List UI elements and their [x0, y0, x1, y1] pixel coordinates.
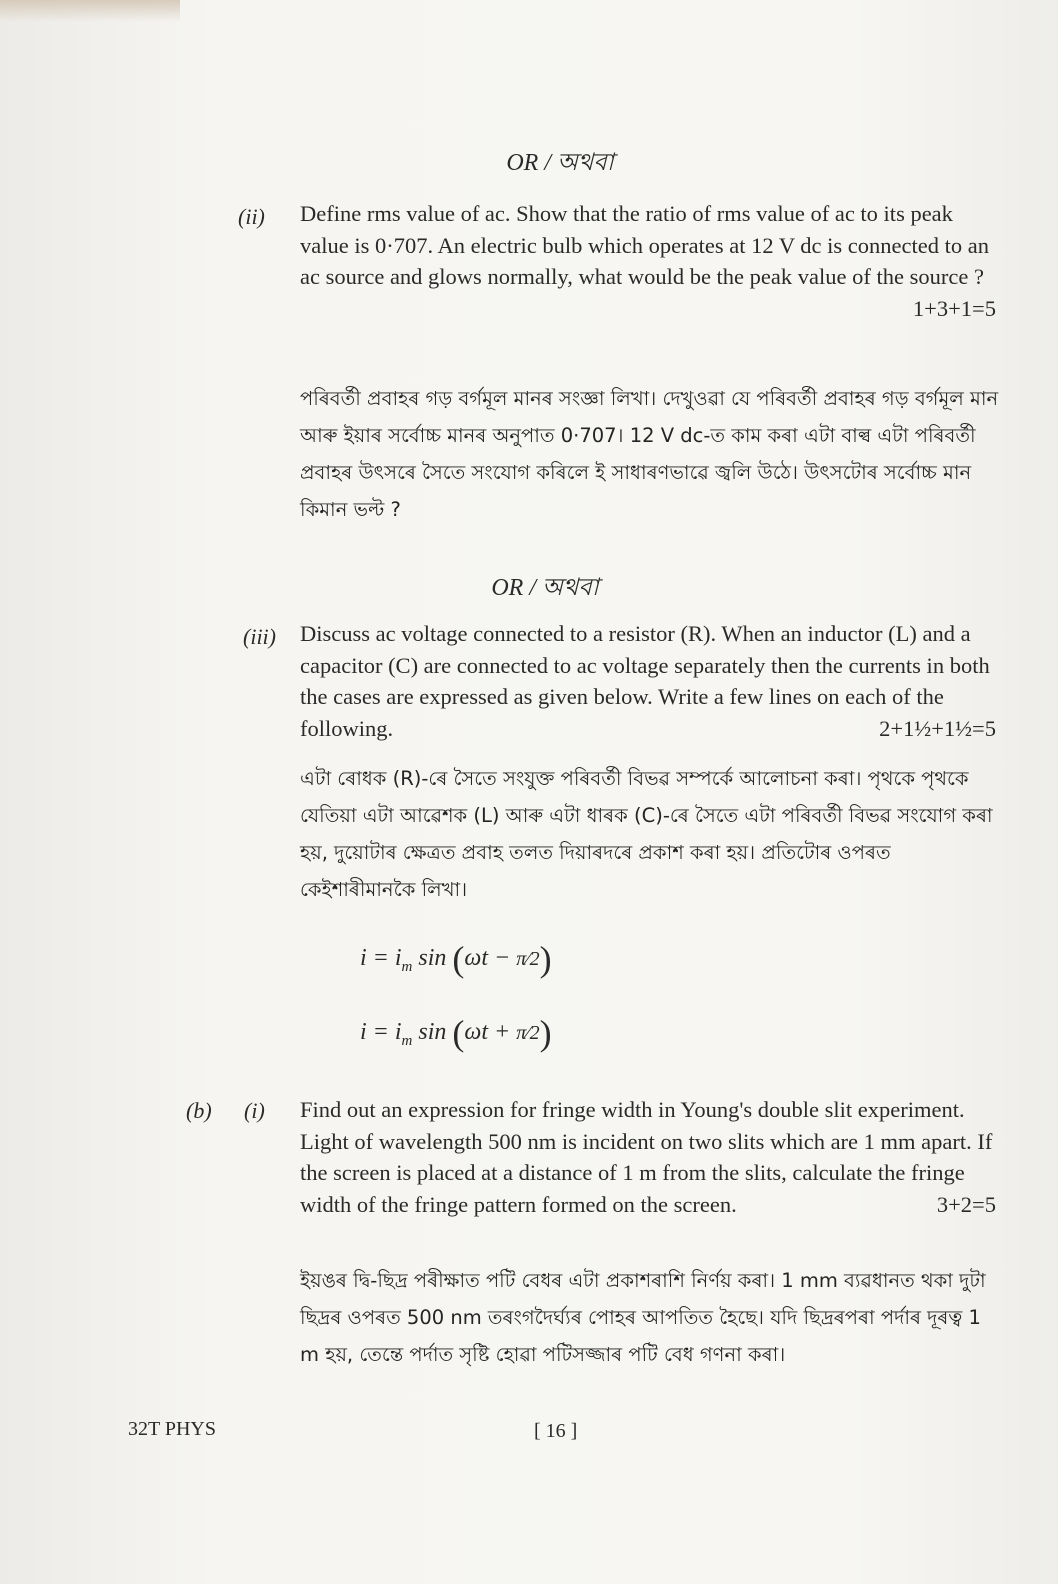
equation-fraction: π⁄2 [516, 948, 540, 970]
question-english-text [300, 198, 996, 324]
equation-capacitor: $i = i_m$ sin (ωt + π⁄2) [360, 1013, 552, 1053]
marks-label: 1+3+1=5 [912, 295, 996, 321]
equation-function: sin [412, 1019, 453, 1045]
page-corner-shadow [0, 0, 180, 22]
equation-subscript: m [401, 1032, 413, 1049]
question-body: Discuss ac voltage connected to a resistor (R). When an inductor (L) and a capacitor (C) are connected to ac voltage separately then the currents in both the cases are expressed as given below. Write a few lines on each of the following. [300, 621, 990, 741]
question-assamese-text: এটা ৰোধক (R)-ৰে সৈতে সংযুক্ত পৰিবৰ্তী বিভৱ সম্পৰ্কে আলোচনা কৰা। পৃথকে পৃথকে যেতিয়া এটা আৱেশক (L) আৰু এটা ধাৰক (C)-ৰে সৈতে এটা পৰিবৰ্তী বিভৱ সংযোগ কৰা হয়, দুয়োটাৰ ক্ষেত্ৰত প্ৰবাহ তলত দিয়াৰদৰে প্ৰকাশ কৰা হয়। প্ৰতিটোৰ ওপৰত কেইশাৰীমানকৈ লিখা। [300, 767, 993, 901]
equation-argument: ωt + [464, 1019, 517, 1045]
or-heading: OR / অথবা [491, 575, 599, 601]
part-label: (b) [186, 1098, 212, 1123]
question-english-text [300, 618, 996, 744]
question-english-text [300, 1094, 996, 1220]
question-number: (i) [244, 1098, 265, 1123]
equation-fraction: π⁄2 [516, 1022, 540, 1044]
question-number: (iii) [243, 624, 276, 649]
equation-argument: ωt − [464, 945, 517, 971]
page-number: [ 16 ] [534, 1420, 578, 1442]
paper-code: 32T PHYS [128, 1418, 216, 1440]
question-assamese-text: ইয়ঙৰ দ্বি-ছিদ্ৰ পৰীক্ষাত পটি বেধৰ এটা প্ৰকাশৰাশি নিৰ্ণয় কৰা। 1 mm ব্যৱধানত থকা দুটা ছিদ্ৰৰ ওপৰত 500 nm তৰংগদৈৰ্ঘ্যৰ পোহৰ আপতিত হৈছে। যদি ছিদ্ৰৰপৰা পৰ্দাৰ দূৰত্ব 1 m হয়, তেন্তে পৰ্দাত সৃষ্টি হোৱা পটিসজ্জাৰ পটি বেধ গণনা কৰা। [300, 1269, 986, 1366]
marks-label: 2+1½+1½=5 [879, 715, 996, 741]
or-heading: OR / অথবা [506, 150, 614, 176]
equation-function: sin [412, 945, 453, 971]
marks-label: 3+2=5 [936, 1191, 996, 1217]
equation-lhs: i = i [360, 1019, 402, 1045]
question-body: Define rms value of ac. Show that the ratio of rms value of ac to its peak value is 0·707. An electric bulb which operates at 12 V dc is connected to an ac source and glows normally, what would be the peak value of the source ? [300, 201, 989, 289]
question-assamese-text: পৰিবৰ্তী প্ৰবাহৰ গড় বৰ্গমূল মানৰ সংজ্ঞা লিখা। দেখুওৱা যে পৰিবৰ্তী প্ৰবাহৰ গড় বৰ্গমূল মান আৰু ইয়াৰ সৰ্বোচ্চ মানৰ অনুপাত 0·707। 12 V dc-ত কাম কৰা এটা বাল্ব এটা পৰিবৰ্তী প্ৰবাহৰ উৎসৰে সৈতে সংযোগ কৰিলে ই সাধাৰণভাৱে জ্বলি উঠে। উৎসটোৰ সৰ্বোচ্চ মান কিমান ভল্ট ? [300, 387, 999, 521]
equation-subscript: m [401, 958, 413, 975]
question-body: Find out an expression for fringe width in Young's double slit experiment. Light of wavelength 500 nm is incident on two slits which are 1 mm apart. If the screen is placed at a distance of 1 m from the slits, calculate the fringe width of the fringe pattern formed on the screen. [300, 1097, 993, 1217]
equation-inductor: $i = i_m$ sin (ωt − π⁄2) [360, 939, 552, 979]
question-number: (ii) [238, 204, 265, 229]
equation-lhs: i = i [360, 945, 402, 971]
